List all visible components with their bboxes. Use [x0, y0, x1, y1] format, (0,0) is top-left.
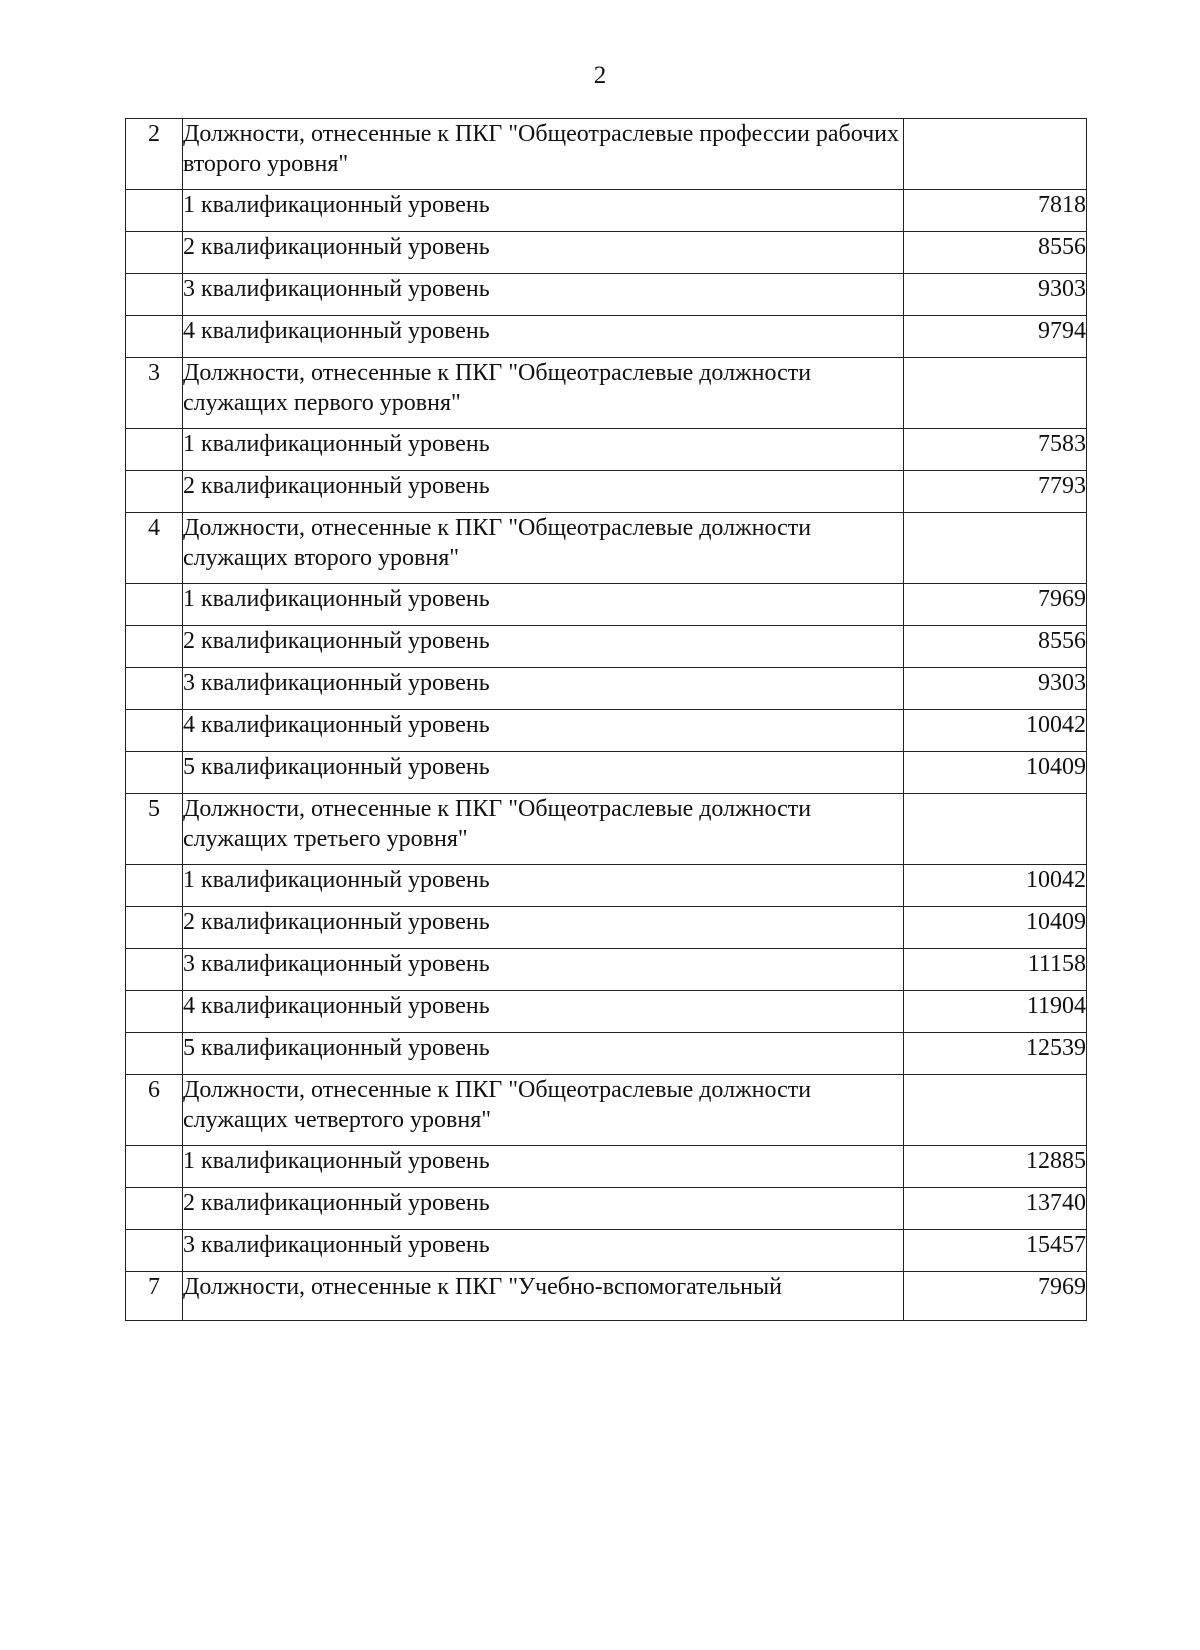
- table-row-level: [126, 274, 1087, 316]
- position-name-cell: 1 квалификационный уровень: [183, 1146, 904, 1188]
- position-name-cell: Должности, отнесенные к ПКГ "Общеотраслевые должности служащих первого уровня": [183, 358, 904, 429]
- row-number-cell: 4: [126, 513, 183, 584]
- row-number-cell: [126, 232, 183, 274]
- salary-value-cell: 7818: [904, 190, 1087, 232]
- position-name-cell: 1 квалификационный уровень: [183, 429, 904, 471]
- row-number-cell: [126, 1230, 183, 1272]
- position-name-cell: 1 квалификационный уровень: [183, 584, 904, 626]
- table-row-level: [126, 1230, 1087, 1272]
- table-row-level: [126, 316, 1087, 358]
- salary-value-cell: 7969: [904, 1272, 1087, 1321]
- salary-value-cell: 15457: [904, 1230, 1087, 1272]
- table-row-level: [126, 865, 1087, 907]
- salary-value-cell: 11158: [904, 949, 1087, 991]
- position-name-cell: 2 квалификационный уровень: [183, 907, 904, 949]
- row-number-cell: [126, 710, 183, 752]
- position-name-cell: 2 квалификационный уровень: [183, 232, 904, 274]
- table-row-group: [126, 1272, 1087, 1321]
- row-number-cell: [126, 626, 183, 668]
- position-name-cell: 1 квалификационный уровень: [183, 190, 904, 232]
- salary-value-cell: 12885: [904, 1146, 1087, 1188]
- salary-value-cell: 8556: [904, 232, 1087, 274]
- table-row-level: [126, 991, 1087, 1033]
- salary-value-cell: 9303: [904, 274, 1087, 316]
- salary-value-cell: 7583: [904, 429, 1087, 471]
- salary-value-cell: [904, 1075, 1087, 1146]
- position-name-cell: Должности, отнесенные к ПКГ "Общеотраслевые должности служащих четвертого уровня": [183, 1075, 904, 1146]
- row-number-cell: [126, 1188, 183, 1230]
- position-name-cell: 3 квалификационный уровень: [183, 274, 904, 316]
- row-number-cell: 6: [126, 1075, 183, 1146]
- table-row-group: [126, 794, 1087, 865]
- salary-value-cell: 7793: [904, 471, 1087, 513]
- row-number-cell: 2: [126, 119, 183, 190]
- table-row-level: [126, 584, 1087, 626]
- position-name-cell: 5 квалификационный уровень: [183, 1033, 904, 1075]
- table-row-group: [126, 358, 1087, 429]
- position-name-cell: 4 квалификационный уровень: [183, 710, 904, 752]
- position-name-cell: Должности, отнесенные к ПКГ "Общеотраслевые должности служащих второго уровня": [183, 513, 904, 584]
- table-row-level: [126, 752, 1087, 794]
- position-name-cell: 2 квалификационный уровень: [183, 626, 904, 668]
- row-number-cell: [126, 668, 183, 710]
- table-row-group: [126, 1075, 1087, 1146]
- salary-table: [125, 118, 1087, 1321]
- position-name-cell: 4 квалификационный уровень: [183, 316, 904, 358]
- table-row-level: [126, 668, 1087, 710]
- row-number-cell: 3: [126, 358, 183, 429]
- salary-value-cell: 10042: [904, 865, 1087, 907]
- salary-value-cell: 11904: [904, 991, 1087, 1033]
- position-name-cell: 1 квалификационный уровень: [183, 865, 904, 907]
- table-row-level: [126, 1146, 1087, 1188]
- table-body: [126, 119, 1087, 1321]
- row-number-cell: [126, 316, 183, 358]
- position-name-cell: 2 квалификационный уровень: [183, 471, 904, 513]
- table-row-level: [126, 1188, 1087, 1230]
- table-row-level: [126, 471, 1087, 513]
- row-number-cell: [126, 865, 183, 907]
- page-number: 2: [593, 62, 607, 89]
- row-number-cell: [126, 907, 183, 949]
- table-row-level: [126, 429, 1087, 471]
- salary-value-cell: 13740: [904, 1188, 1087, 1230]
- table-row-level: [126, 1033, 1087, 1075]
- position-name-cell: 3 квалификационный уровень: [183, 949, 904, 991]
- salary-value-cell: 8556: [904, 626, 1087, 668]
- salary-value-cell: [904, 513, 1087, 584]
- row-number-cell: [126, 949, 183, 991]
- position-name-cell: 3 квалификационный уровень: [183, 668, 904, 710]
- salary-value-cell: 10042: [904, 710, 1087, 752]
- salary-value-cell: 9794: [904, 316, 1087, 358]
- table-row-level: [126, 190, 1087, 232]
- row-number-cell: [126, 429, 183, 471]
- position-name-cell: 3 квалификационный уровень: [183, 1230, 904, 1272]
- salary-value-cell: [904, 794, 1087, 865]
- table-row-level: [126, 949, 1087, 991]
- row-number-cell: 5: [126, 794, 183, 865]
- row-number-cell: 7: [126, 1272, 183, 1321]
- table-row-level: [126, 232, 1087, 274]
- row-number-cell: [126, 991, 183, 1033]
- position-name-cell: Должности, отнесенные к ПКГ "Общеотраслевые профессии рабочих второго уровня": [183, 119, 904, 190]
- salary-value-cell: 10409: [904, 907, 1087, 949]
- row-number-cell: [126, 584, 183, 626]
- table-row-level: [126, 907, 1087, 949]
- position-name-cell: 5 квалификационный уровень: [183, 752, 904, 794]
- salary-value-cell: 10409: [904, 752, 1087, 794]
- table-row-level: [126, 710, 1087, 752]
- row-number-cell: [126, 1146, 183, 1188]
- salary-value-cell: 9303: [904, 668, 1087, 710]
- row-number-cell: [126, 1033, 183, 1075]
- position-name-cell: Должности, отнесенные к ПКГ "Учебно-вспомогательный: [183, 1272, 904, 1321]
- table-row-level: [126, 626, 1087, 668]
- salary-value-cell: [904, 119, 1087, 190]
- position-name-cell: 2 квалификационный уровень: [183, 1188, 904, 1230]
- position-name-cell: 4 квалификационный уровень: [183, 991, 904, 1033]
- row-number-cell: [126, 471, 183, 513]
- row-number-cell: [126, 752, 183, 794]
- table-row-group: [126, 513, 1087, 584]
- salary-value-cell: 12539: [904, 1033, 1087, 1075]
- salary-value-cell: [904, 358, 1087, 429]
- salary-value-cell: 7969: [904, 584, 1087, 626]
- row-number-cell: [126, 190, 183, 232]
- row-number-cell: [126, 274, 183, 316]
- table-row-group: [126, 119, 1087, 190]
- position-name-cell: Должности, отнесенные к ПКГ "Общеотраслевые должности служащих третьего уровня": [183, 794, 904, 865]
